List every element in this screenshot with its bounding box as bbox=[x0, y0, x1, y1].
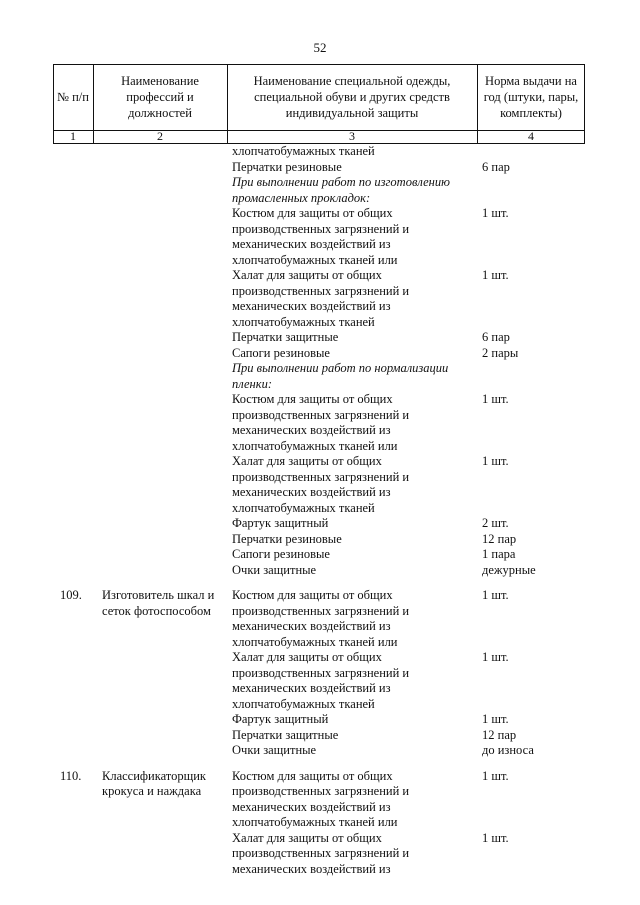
profession-name bbox=[102, 253, 232, 269]
issue-norm bbox=[482, 846, 640, 862]
issue-norm bbox=[482, 191, 640, 207]
row-number bbox=[0, 604, 102, 620]
protective-item: механических воздействий из bbox=[232, 799, 391, 814]
protective-item: хлопчатобумажных тканей bbox=[232, 314, 375, 329]
row-number bbox=[0, 815, 102, 831]
issue-norm: 6 пар bbox=[482, 330, 510, 344]
issue-norm bbox=[482, 284, 640, 300]
header-col-norm: Норма выдачи на год (штуки, пары, комплекты) bbox=[483, 74, 579, 120]
table-row bbox=[0, 237, 640, 253]
table-row bbox=[0, 268, 640, 284]
row-number bbox=[0, 862, 102, 878]
table-row bbox=[0, 191, 640, 207]
row-number bbox=[0, 485, 102, 501]
profession-name bbox=[102, 485, 232, 501]
profession-name bbox=[102, 743, 232, 759]
table-row bbox=[0, 175, 640, 191]
row-spacer bbox=[0, 578, 640, 588]
protective-item: Очки защитные bbox=[232, 743, 317, 757]
table-row bbox=[0, 681, 640, 697]
profession-name bbox=[102, 650, 232, 666]
profession-name bbox=[102, 862, 232, 878]
protective-item: хлопчатобумажных тканей bbox=[232, 144, 375, 158]
profession-name bbox=[102, 681, 232, 697]
issue-norm bbox=[482, 862, 640, 878]
table-row bbox=[0, 619, 640, 635]
protective-item: Фартук защитный bbox=[232, 712, 329, 726]
table-row bbox=[0, 800, 640, 816]
column-number-4: 4 bbox=[528, 129, 534, 143]
column-number-2: 2 bbox=[157, 129, 163, 143]
issue-norm: 6 пар bbox=[482, 159, 510, 174]
table-row bbox=[0, 532, 640, 548]
profession-name: сеток фотоспособом bbox=[102, 603, 211, 618]
row-number bbox=[0, 191, 102, 207]
row-number bbox=[0, 681, 102, 697]
table-row bbox=[0, 784, 640, 800]
profession-name bbox=[102, 439, 232, 455]
protective-item: Перчатки резиновые bbox=[232, 531, 342, 546]
issue-norm bbox=[482, 635, 640, 651]
column-number-3: 3 bbox=[349, 129, 355, 143]
table-row bbox=[0, 697, 640, 713]
protective-item: хлопчатобумажных тканей bbox=[232, 500, 375, 515]
protective-item: механических воздействий из bbox=[232, 619, 391, 633]
issue-norm bbox=[482, 800, 640, 816]
row-number bbox=[0, 315, 102, 331]
issue-norm: 1 шт. bbox=[482, 650, 509, 664]
table-row bbox=[0, 408, 640, 424]
row-number bbox=[0, 454, 102, 470]
profession-name bbox=[102, 392, 232, 408]
protective-item: Костюм для защиты от общих bbox=[232, 768, 393, 783]
profession-name bbox=[102, 563, 232, 579]
protective-item: производственных загрязнений и bbox=[232, 283, 410, 298]
issue-norm: 1 шт. bbox=[482, 206, 509, 220]
table-row bbox=[0, 516, 640, 532]
profession-name bbox=[102, 408, 232, 424]
profession-name: Классификаторщик bbox=[102, 768, 206, 783]
profession-name bbox=[102, 330, 232, 346]
issue-norm: до износа bbox=[482, 743, 534, 757]
table-row bbox=[0, 846, 640, 862]
table-row bbox=[0, 769, 640, 785]
protective-item: Очки защитные bbox=[232, 562, 317, 577]
profession-name bbox=[102, 299, 232, 315]
row-number bbox=[0, 284, 102, 300]
protective-item: механических воздействий из bbox=[232, 237, 391, 251]
issue-norm: дежурные bbox=[482, 562, 536, 577]
table-row bbox=[0, 604, 640, 620]
profession-name bbox=[102, 346, 232, 362]
row-number: 109. bbox=[60, 588, 82, 602]
profession-name bbox=[102, 712, 232, 728]
issue-norm: 1 шт. bbox=[482, 588, 509, 602]
protective-item: Перчатки защитные bbox=[232, 330, 339, 344]
table-row bbox=[0, 330, 640, 346]
protective-item: производственных загрязнений и bbox=[232, 846, 410, 860]
row-number bbox=[0, 160, 102, 176]
table-row bbox=[0, 160, 640, 176]
table-row bbox=[0, 563, 640, 579]
table-row bbox=[0, 635, 640, 651]
row-number bbox=[0, 222, 102, 238]
profession-name bbox=[102, 206, 232, 222]
row-number bbox=[0, 408, 102, 424]
profession-name bbox=[102, 361, 232, 377]
profession-name bbox=[102, 532, 232, 548]
profession-name bbox=[102, 666, 232, 682]
table-row bbox=[0, 728, 640, 744]
profession-name bbox=[102, 237, 232, 253]
row-number bbox=[0, 728, 102, 744]
table-row bbox=[0, 547, 640, 563]
table-row bbox=[0, 712, 640, 728]
issue-norm bbox=[482, 604, 640, 620]
row-number bbox=[0, 361, 102, 377]
row-number bbox=[0, 635, 102, 651]
issue-norm bbox=[482, 408, 640, 424]
row-number bbox=[0, 268, 102, 284]
issue-norm: 12 пар bbox=[482, 531, 517, 546]
profession-name bbox=[102, 144, 232, 160]
protective-item: Халат для защиты от общих bbox=[232, 268, 382, 282]
row-number bbox=[0, 144, 102, 160]
issue-norm: 2 пары bbox=[482, 345, 519, 360]
table-row bbox=[0, 377, 640, 393]
protective-item: хлопчатобумажных тканей или bbox=[232, 815, 398, 829]
profession-name bbox=[102, 377, 232, 393]
profession-name bbox=[102, 454, 232, 470]
issue-norm bbox=[482, 485, 640, 501]
issue-norm bbox=[482, 423, 640, 439]
row-number bbox=[0, 831, 102, 847]
protective-item: Перчатки защитные bbox=[232, 727, 339, 742]
row-number bbox=[0, 532, 102, 548]
protective-item: хлопчатобумажных тканей или bbox=[232, 438, 398, 453]
row-number bbox=[0, 377, 102, 393]
table-row bbox=[0, 284, 640, 300]
table-body bbox=[0, 144, 640, 877]
issue-norm bbox=[482, 784, 640, 800]
row-number bbox=[0, 712, 102, 728]
protective-item: Фартук защитный bbox=[232, 516, 329, 530]
table-row bbox=[0, 588, 640, 604]
row-number bbox=[0, 697, 102, 713]
issue-norm bbox=[482, 175, 640, 191]
profession-name bbox=[102, 800, 232, 816]
issue-norm bbox=[482, 619, 640, 635]
protective-item: механических воздействий из bbox=[232, 423, 391, 437]
issue-norm: 1 шт. bbox=[482, 392, 509, 406]
issue-norm bbox=[482, 144, 640, 160]
profession-name bbox=[102, 470, 232, 486]
profession-name bbox=[102, 268, 232, 284]
row-number bbox=[0, 547, 102, 563]
issue-norm bbox=[482, 815, 640, 831]
protective-item: хлопчатобумажных тканей или bbox=[232, 634, 398, 649]
table-row bbox=[0, 470, 640, 486]
issue-norm bbox=[482, 361, 640, 377]
row-number bbox=[0, 501, 102, 517]
protective-item: Костюм для защиты от общих bbox=[232, 392, 393, 406]
issue-norm bbox=[482, 681, 640, 697]
row-number bbox=[0, 650, 102, 666]
protective-item: механических воздействий из bbox=[232, 485, 391, 499]
row-number bbox=[0, 743, 102, 759]
issue-norm bbox=[482, 299, 640, 315]
issue-norm: 1 шт. bbox=[482, 454, 509, 468]
row-number bbox=[0, 470, 102, 486]
row-spacer bbox=[0, 759, 640, 769]
issue-norm bbox=[482, 439, 640, 455]
profession-name: Изготовитель шкал и bbox=[102, 588, 215, 602]
protective-item: производственных загрязнений и bbox=[232, 469, 410, 484]
row-number bbox=[0, 206, 102, 222]
row-number bbox=[0, 563, 102, 579]
table-row bbox=[0, 439, 640, 455]
profession-name bbox=[102, 191, 232, 207]
protective-item: хлопчатобумажных тканей bbox=[232, 696, 375, 711]
profession-name bbox=[102, 697, 232, 713]
issue-norm bbox=[482, 697, 640, 713]
table-row bbox=[0, 315, 640, 331]
issue-norm bbox=[482, 470, 640, 486]
protective-item: механических воздействий из bbox=[232, 681, 391, 695]
table-row bbox=[0, 299, 640, 315]
profession-name bbox=[102, 516, 232, 532]
row-number bbox=[0, 439, 102, 455]
issue-norm: 1 шт. bbox=[482, 268, 509, 282]
profession-name bbox=[102, 160, 232, 176]
table-row bbox=[0, 862, 640, 878]
page-number: 52 bbox=[313, 40, 327, 55]
protective-item: Костюм для защиты от общих bbox=[232, 206, 393, 220]
table-row bbox=[0, 485, 640, 501]
issue-norm: 2 шт. bbox=[482, 516, 509, 530]
protective-item: промасленных прокладок: bbox=[232, 190, 371, 205]
row-number: 110. bbox=[60, 768, 82, 783]
profession-name bbox=[102, 728, 232, 744]
profession-name bbox=[102, 831, 232, 847]
row-number bbox=[0, 423, 102, 439]
row-number bbox=[0, 516, 102, 532]
row-number bbox=[0, 800, 102, 816]
profession-name bbox=[102, 284, 232, 300]
protective-item: Халат для защиты от общих bbox=[232, 650, 382, 664]
protective-item: При выполнении работ по нормализации bbox=[232, 361, 449, 375]
profession-name bbox=[102, 501, 232, 517]
row-number bbox=[0, 619, 102, 635]
issue-norm bbox=[482, 222, 640, 238]
header-col-profession: Наименование профессий и должностей bbox=[121, 74, 199, 120]
table-row bbox=[0, 423, 640, 439]
issue-norm bbox=[482, 253, 640, 269]
profession-name bbox=[102, 547, 232, 563]
table-row bbox=[0, 253, 640, 269]
protective-item: Халат для защиты от общих bbox=[232, 830, 382, 845]
protective-item: механических воздействий из bbox=[232, 299, 391, 313]
row-number bbox=[0, 666, 102, 682]
row-number bbox=[0, 392, 102, 408]
profession-name: крокуса и наждака bbox=[102, 784, 202, 798]
profession-name bbox=[102, 815, 232, 831]
protective-item: При выполнении работ по изготовлению bbox=[232, 175, 450, 189]
header-col-number: № п/п bbox=[57, 90, 89, 104]
profession-name bbox=[102, 175, 232, 191]
table-row bbox=[0, 346, 640, 362]
row-number bbox=[0, 237, 102, 253]
column-number-1: 1 bbox=[70, 129, 76, 143]
profession-name bbox=[102, 222, 232, 238]
issue-norm: 1 шт. bbox=[482, 712, 509, 726]
protective-item: хлопчатобумажных тканей или bbox=[232, 252, 398, 267]
issue-norm: 1 пара bbox=[482, 547, 516, 561]
table-row bbox=[0, 392, 640, 408]
table-row bbox=[0, 831, 640, 847]
table-row bbox=[0, 454, 640, 470]
profession-name bbox=[102, 635, 232, 651]
protective-item: Костюм для защиты от общих bbox=[232, 588, 393, 602]
row-number bbox=[0, 346, 102, 362]
protective-item: производственных загрязнений и bbox=[232, 665, 410, 680]
protective-item: производственных загрязнений и bbox=[232, 603, 410, 618]
profession-name bbox=[102, 315, 232, 331]
table-row bbox=[0, 743, 640, 759]
issue-norm bbox=[482, 377, 640, 393]
issue-norm: 1 шт. bbox=[482, 830, 509, 845]
profession-name bbox=[102, 423, 232, 439]
protective-item: производственных загрязнений и bbox=[232, 784, 410, 798]
protective-item: Перчатки резиновые bbox=[232, 159, 342, 174]
protective-item: механических воздействий из bbox=[232, 861, 391, 876]
row-number bbox=[0, 784, 102, 800]
row-number bbox=[0, 253, 102, 269]
protective-item: пленки: bbox=[232, 376, 273, 391]
protective-item: Сапоги резиновые bbox=[232, 345, 330, 360]
row-number bbox=[0, 846, 102, 862]
profession-name bbox=[102, 846, 232, 862]
row-number bbox=[0, 299, 102, 315]
row-number bbox=[0, 330, 102, 346]
issue-norm bbox=[482, 315, 640, 331]
protective-item: производственных загрязнений и bbox=[232, 221, 410, 236]
table-row bbox=[0, 815, 640, 831]
issue-norm: 1 шт. bbox=[482, 768, 509, 783]
issue-norm bbox=[482, 501, 640, 517]
table-row bbox=[0, 144, 640, 160]
header-col-items: Наименование специальной одежды, специальной обуви и других средств индивидуальной защиты bbox=[253, 74, 451, 120]
table-row bbox=[0, 206, 640, 222]
profession-name bbox=[102, 619, 232, 635]
table-row bbox=[0, 361, 640, 377]
issue-norm: 12 пар bbox=[482, 727, 517, 742]
table-row bbox=[0, 501, 640, 517]
issue-norm bbox=[482, 666, 640, 682]
table-row bbox=[0, 666, 640, 682]
protective-item: производственных загрязнений и bbox=[232, 407, 410, 422]
protective-item: Сапоги резиновые bbox=[232, 547, 330, 561]
row-number bbox=[0, 175, 102, 191]
table-row bbox=[0, 650, 640, 666]
protective-item: Халат для защиты от общих bbox=[232, 454, 382, 468]
issue-norm bbox=[482, 237, 640, 253]
table-header bbox=[53, 64, 585, 144]
table-row bbox=[0, 222, 640, 238]
